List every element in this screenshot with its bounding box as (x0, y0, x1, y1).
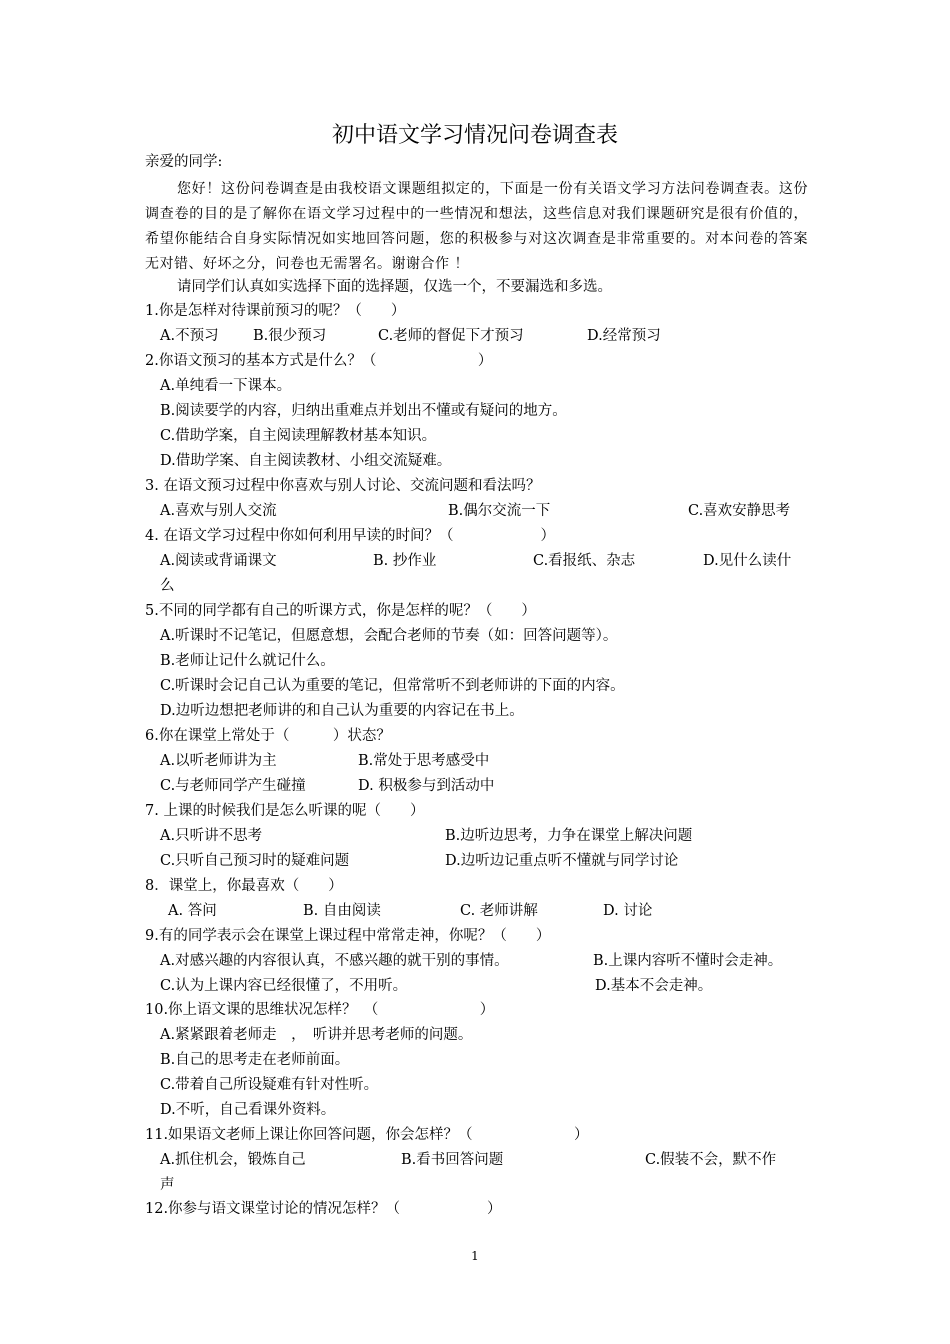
q1-option-a: A.不预习 (160, 328, 219, 344)
q4-option-c: C.看报纸、杂志 (533, 553, 636, 569)
q2-option-b: B.阅读要学的内容，归纳出重难点并划出不懂或有疑问的地方。 (160, 403, 567, 419)
q2-option-a: A.单纯看一下课本。 (160, 378, 292, 394)
q11-option-a: A.抓住机会，锻炼自己 (160, 1152, 306, 1168)
q7-option-a: A.只听讲不思考 (160, 828, 263, 844)
q4-option-d-continued: 么 (160, 578, 175, 594)
q4-option-d: D.见什么读什 (703, 553, 792, 569)
q10-option-a: A.紧紧跟着老师走 ， 听讲并思考老师的问题。 (160, 1027, 473, 1043)
q6-option-b: B.常处于思考感受中 (358, 753, 490, 769)
q6-option-a: A.以听老师讲为主 (160, 753, 277, 769)
q8-option-c: C. 老师讲解 (460, 903, 538, 919)
q9-option-a: A.对感兴趣的内容很认真，不感兴趣的就干别的事情。 (160, 953, 509, 969)
question-2: 2.你语文预习的基本方式是什么？（ ） (145, 353, 493, 369)
q10-option-c: C.带着自己所设疑难有针对性听。 (160, 1077, 379, 1093)
page-number: 1 (471, 1249, 479, 1263)
q8-option-a: A. 答问 (168, 903, 217, 919)
q5-option-d: D.边听边想把老师讲的和自己认为重要的内容记在书上。 (160, 703, 524, 719)
q6-option-d: D. 积极参与到活动中 (358, 778, 495, 794)
question-10: 10.你上语文课的思维状况怎样？ （ ） (145, 1002, 495, 1018)
q1-option-d: D.经常预习 (587, 328, 661, 344)
q2-option-d: D.借助学案、自主阅读教材、小组交流疑难。 (160, 453, 452, 469)
q11-option-c-continued: 声 (160, 1177, 175, 1193)
q10-option-b: B.自己的思考走在老师前面。 (160, 1052, 350, 1068)
page-title: 初中语文学习情况问卷调查表 (331, 123, 618, 148)
q7-option-c: C.只听自己预习时的疑难问题 (160, 853, 350, 869)
q1-option-b: B.很少预习 (253, 328, 327, 344)
question-3: 3. 在语文预习过程中你喜欢与别人讨论、交流问题和看法吗？ (145, 478, 541, 494)
q9-option-d: D.基本不会走神。 (595, 978, 713, 994)
q1-option-c: C.老师的督促下才预习 (378, 328, 524, 344)
q3-option-c: C.喜欢安静思考 (688, 503, 791, 519)
question-4: 4. 在语文学习过程中你如何利用早读的时间？（ ） (145, 528, 555, 544)
q3-option-a: A.喜欢与别人交流 (160, 503, 277, 519)
question-6: 6.你在课堂上常处于（ ）状态？ (145, 728, 391, 744)
q11-option-c: C.假装不会，默不作 (645, 1152, 777, 1168)
q7-option-b: B.边听边思考，力争在课堂上解决问题 (445, 828, 693, 844)
q8-option-d: D. 讨论 (603, 903, 653, 919)
q2-option-c: C.借助学案，自主阅读理解教材基本知识。 (160, 428, 437, 444)
intro-paragraph: 您好！这份问卷调查是由我校语文课题组拟定的，下面是一份有关语文学习方法问卷调查表。这份调查卷的目的是了解你在语文学习过程中的一些情况和想法，这些信息对我们课题研究是很有价值的，希望你能结合自身实际情况如实地回答问题，您的积极参与对这次调查是非常重要的。对本问卷的答案无对错、好坏之分，问卷也无需署名。谢谢合作 ！ (145, 181, 808, 272)
q9-option-c: C.认为上课内容已经很懂了，不用听。 (160, 978, 408, 994)
question-1: 1.你是怎样对待课前预习的呢？（ ） (145, 303, 406, 319)
q4-option-a: A.阅读或背诵课文 (160, 553, 277, 569)
q10-option-d: D.不听，自己看课外资料。 (160, 1102, 336, 1118)
question-11: 11.如果语文老师上课让你回答问题，你会怎样？（ ） (145, 1127, 589, 1143)
instruction: 请同学们认真如实选择下面的选择题，仅选一个，不要漏选和多选。 (177, 279, 612, 295)
q3-option-b: B.偶尔交流一下 (448, 503, 551, 519)
question-12: 12.你参与语文课堂讨论的情况怎样？（ ） (145, 1201, 502, 1217)
q9-option-b: B.上课内容听不懂时会走神。 (593, 953, 783, 969)
q11-option-b: B.看书回答问题 (401, 1152, 504, 1168)
q5-option-b: B.老师让记什么就记什么。 (160, 653, 335, 669)
question-5: 5.不同的同学都有自己的听课方式，你是怎样的呢？（ ） (145, 603, 536, 619)
greeting: 亲爱的同学: (145, 154, 223, 170)
q5-option-c: C.听课时会记自己认为重要的笔记，但常常听不到老师讲的下面的内容。 (160, 678, 625, 694)
q8-option-b: B. 自由阅读 (303, 903, 381, 919)
q6-option-c: C.与老师同学产生碰撞 (160, 778, 306, 794)
question-7: 7. 上课的时候我们是怎么听课的呢（ ） (145, 803, 425, 819)
q7-option-d: D.边听边记重点听不懂就与同学讨论 (445, 853, 679, 869)
q4-option-b: B. 抄作业 (373, 553, 437, 569)
question-8: 8．课堂上，你最喜欢（ ） (145, 878, 343, 894)
q5-option-a: A.听课时不记笔记，但愿意想，会配合老师的节奏（如：回答问题等）。 (160, 628, 618, 644)
question-9: 9.有的同学表示会在课堂上课过程中常常走神，你呢？（ ） (145, 928, 551, 944)
